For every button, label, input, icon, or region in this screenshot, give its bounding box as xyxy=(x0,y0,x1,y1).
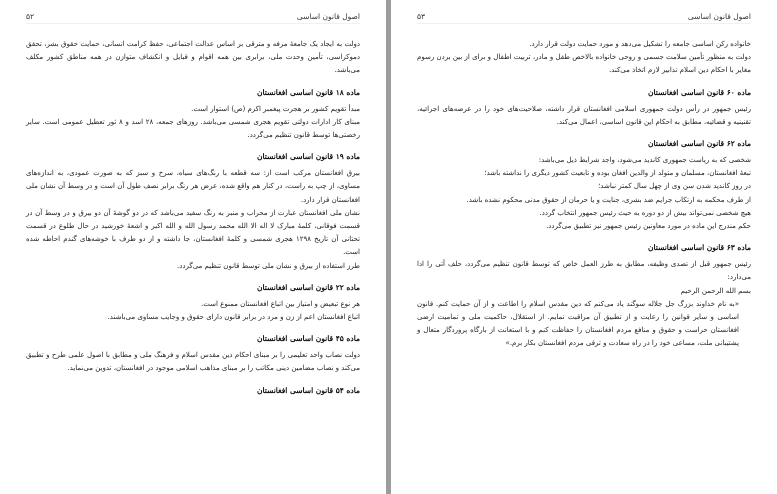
right-running-head xyxy=(417,12,751,24)
body-paragraph: طرز استفاده از بیرق و نشان ملی توسط قانون تنظیم می‌گردد. xyxy=(177,261,360,270)
article-heading: ماده ۶۰ قانون اساسی افغانستان xyxy=(647,87,751,97)
body-paragraph: در روز کاندید شدن سن وی از چهل سال کمتر نباشد؛ xyxy=(598,182,751,191)
body-paragraph: نشان ملی افغانستان عبارت از محراب و منبر به رنگ سفید می‌باشد که در دو گوشهٔ آن دو بیرق و در وسط آن در قسمت فوقانی، کلمهٔ مبارک لا اله الا الله محمد رسول الله و الله اکبر و اشعهٔ خورشید در حال طلوع در قسمت تحتانی آن تاریخ ۱۲۹۸ هجری شمسی و کلمهٔ افغانستان، جا داشته و از دو طرف با خوشه‌های گندم احاطه شده است. xyxy=(26,208,361,257)
body-paragraph: تبعهٔ افغانستان، مسلمان و متولد از والدین افغان بوده و تابعیت کشور دیگری را نداشته باشد؛ xyxy=(484,169,751,178)
article-heading: ماده ۱۹ قانون اساسی افغانستان xyxy=(256,152,360,162)
left-running-head xyxy=(26,12,360,24)
article-heading: ماده ۶۲ قانون اساسی افغانستان xyxy=(647,139,751,149)
body-paragraph: هیچ شخصی نمی‌تواند بیش از دو دوره به حیث رئیس جمهور انتخاب گردد. xyxy=(539,208,751,217)
right-page-number: ۵۳ xyxy=(417,12,426,21)
article-heading: ماده ۵۴ قانون اساسی افغانستان xyxy=(256,385,360,395)
article-heading: ماده ۶۳ قانون اساسی افغانستان xyxy=(647,243,751,253)
article-heading: ماده ۴۵ قانون اساسی افغانستان xyxy=(256,334,360,344)
right-page xyxy=(391,0,777,494)
body-paragraph: رئیس جمهور در رأس دولت جمهوری اسلامی افغانستان قرار داشته، صلاحیت‌های خود را در عرصه‌های اجرائیه، تقنینیه و قضائیه، مطابق به احکام این قانون اساسی، اعمال می‌کند. xyxy=(417,104,751,126)
body-paragraph: بسم الله الرحمن الرحیم xyxy=(680,286,751,295)
article-heading: ماده ۲۲ قانون اساسی افغانستان xyxy=(256,282,360,292)
article-heading: ماده ۱۸ قانون اساسی افغانستان xyxy=(256,87,360,97)
body-paragraph: «به نام خداوند بزرگ جل جلاله سوگند یاد می‌کنم که دین مقدس اسلام را اطاعت و از آن حمایت کنم. قانون اساسی و سایر قوانین را رعایت و از تطبیق آن مراقبت نمایم. از استقلال، حاکمیت ملی و تمامیت ارضی افغانستان حراست و حقوق و منافع مردم افغانستان را حفاظت کنم و با استعانت از بارگاه پروردگار متعال و پشتیبانی ملت، مساعی خود را در راه سعادت و ترقی مردم افغانستان بکار برم.» xyxy=(417,299,739,348)
body-paragraph: خانواده رکن اساسی جامعه را تشکیل می‌دهد و مورد حمایت دولت قرار دارد. xyxy=(529,40,751,48)
body-paragraph: حکم مندرج این ماده در مورد معاونین رئیس جمهور نیز تطبیق می‌گردد. xyxy=(546,222,751,231)
body-paragraph: مبدأ تقویم کشور بر هجرت پیغمبر اکرم (ص) استوار است. xyxy=(191,104,360,113)
body-paragraph: دولت به ایجاد یک جامعهٔ مرفه و مترقی بر اساس عدالت اجتماعی، حفظ کرامت انسانی، حمایت حقوق بشر، تحقق دموکراسی، تأمین وحدت ملی، برابری بین همه اقوام و قبایل و انکشاف متوازن در همه مناطق کشور مکلف می‌باشد. xyxy=(26,40,360,75)
body-paragraph: از طرف محکمه به ارتکاب جرایم ضد بشری، جنایت و یا حرمان از حقوق مدنی محکوم نشده باشد. xyxy=(466,195,751,204)
left-page xyxy=(0,0,386,494)
left-running-title: اصول قانون اساسی xyxy=(296,12,360,21)
right-running-title: اصول قانون اساسی xyxy=(687,12,751,21)
body-paragraph: هر نوع تبعیض و امتیاز بین اتباع افغانستان ممنوع است. xyxy=(201,299,360,308)
body-paragraph: دولت نصاب واحد تعلیمی را بر مبنای احکام دین مقدس اسلام و فرهنگ ملی و مطابق با اصول علمی طرح و تطبیق می‌کند و نصاب مضامین دینی مکاتب را بر مبنای مذاهب اسلامی موجود در افغانستان، تدوین می‌نماید. xyxy=(26,351,361,373)
left-page-body xyxy=(26,38,360,397)
body-paragraph: دولت به منظور تأمین سلامت جسمی و روحی خانواده بالاخص طفل و مادر، تربیت اطفال و برای از بین بردن رسوم مغایر با احکام دین اسلام تدابیر لازم اتخاذ می‌کند. xyxy=(417,53,751,75)
body-paragraph: شخصی که به ریاست جمهوری کاندید می‌شود، واجد شرایط ذیل می‌باشد: xyxy=(538,156,751,165)
left-page-number: ۵۲ xyxy=(26,12,35,21)
body-paragraph: اتباع افغانستان اعم از زن و مرد در برابر قانون دارای حقوق و وجایب مساوی می‌باشند. xyxy=(107,313,360,322)
right-page-body xyxy=(417,38,751,351)
body-paragraph: مبنای کار ادارات دولتی تقویم هجری شمسی می‌باشد. روزهای جمعه، ۲۸ اسد و ۸ ثور تعطیل عمومی است. سایر رخصتی‌ها توسط قانون تنظیم می‌گردد. xyxy=(26,117,360,140)
body-paragraph: بیرق افغانستان مرکب است از: سه قطعه با رنگ‌های سیاه، سرخ و سبز که به صورت عمودی، به اندازه‌های مساوی، از چپ به راست، در کنار هم واقع شده، عرض هر رنگ برابر نصف طول آن است و در وسط آن نشان ملی افغانستان قرار دارد. xyxy=(26,169,360,204)
body-paragraph: رئیس جمهور قبل از تصدی وظیفه، مطابق به طرز العمل خاص که توسط قانون تنظیم می‌گردد، حلف آتی را ادا می‌دارد: xyxy=(417,260,751,282)
